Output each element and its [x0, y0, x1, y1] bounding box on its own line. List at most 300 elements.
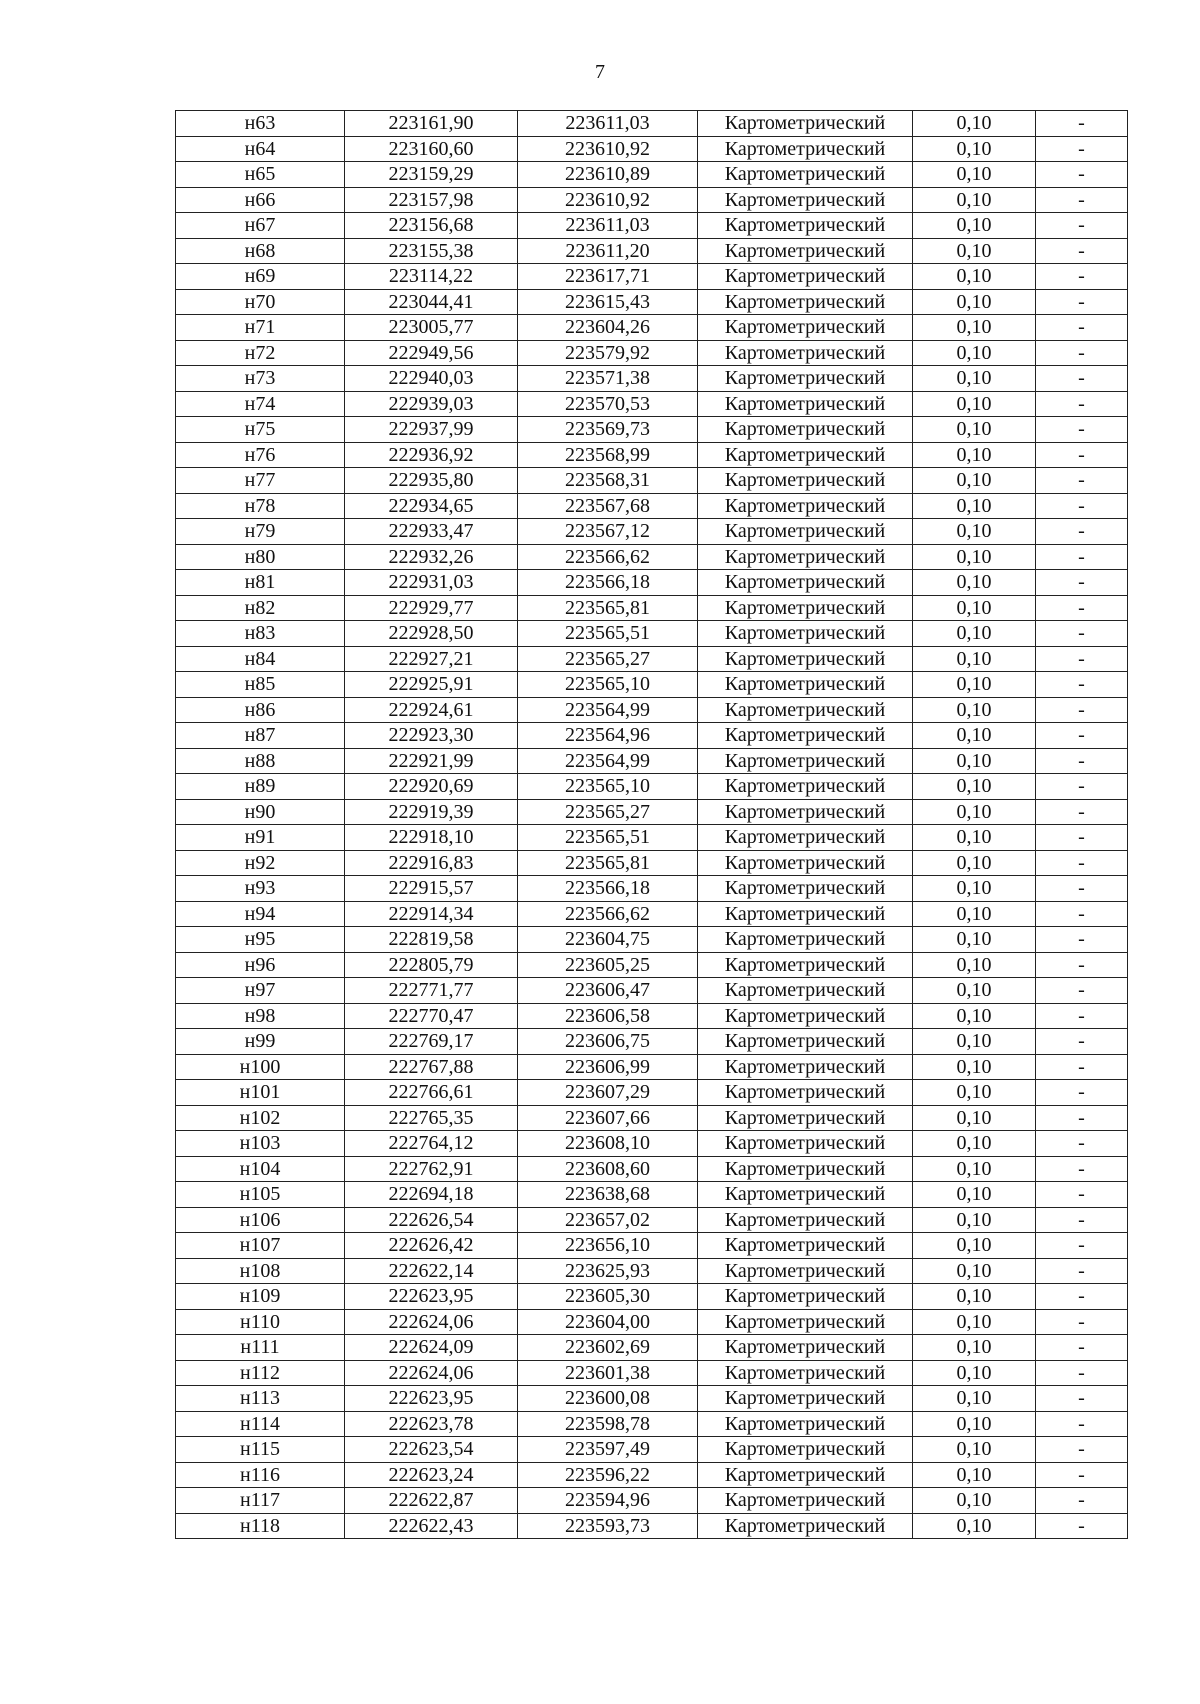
precision-cell: 0,10 [913, 1054, 1036, 1080]
x-coordinate-cell: 223156,68 [345, 213, 518, 239]
method-cell: Картометрический [698, 1080, 913, 1106]
point-id-cell: н78 [176, 493, 345, 519]
y-coordinate-cell: 223606,58 [518, 1003, 698, 1029]
y-coordinate-cell: 223604,00 [518, 1309, 698, 1335]
y-coordinate-cell: 223611,03 [518, 213, 698, 239]
table-row [176, 1131, 1128, 1157]
table-row [176, 1488, 1128, 1514]
point-id-cell: н100 [176, 1054, 345, 1080]
point-id-cell: н76 [176, 442, 345, 468]
method-cell: Картометрический [698, 1488, 913, 1514]
x-coordinate-cell: 222624,09 [345, 1335, 518, 1361]
x-coordinate-cell: 222935,80 [345, 468, 518, 494]
method-cell: Картометрический [698, 1411, 913, 1437]
table-row [176, 1054, 1128, 1080]
table-row [176, 1513, 1128, 1539]
method-cell: Картометрический [698, 162, 913, 188]
note-cell: - [1036, 391, 1128, 417]
y-coordinate-cell: 223565,27 [518, 646, 698, 672]
table-row [176, 213, 1128, 239]
method-cell: Картометрический [698, 952, 913, 978]
point-id-cell: н71 [176, 315, 345, 341]
point-id-cell: н97 [176, 978, 345, 1004]
precision-cell: 0,10 [913, 366, 1036, 392]
note-cell: - [1036, 1131, 1128, 1157]
precision-cell: 0,10 [913, 468, 1036, 494]
precision-cell: 0,10 [913, 442, 1036, 468]
note-cell: - [1036, 1437, 1128, 1463]
x-coordinate-cell: 222624,06 [345, 1360, 518, 1386]
table-row [176, 519, 1128, 545]
method-cell: Картометрический [698, 213, 913, 239]
y-coordinate-cell: 223606,47 [518, 978, 698, 1004]
y-coordinate-cell: 223608,10 [518, 1131, 698, 1157]
x-coordinate-cell: 222919,39 [345, 799, 518, 825]
y-coordinate-cell: 223604,26 [518, 315, 698, 341]
table-row [176, 391, 1128, 417]
x-coordinate-cell: 223044,41 [345, 289, 518, 315]
x-coordinate-cell: 222921,99 [345, 748, 518, 774]
x-coordinate-cell: 222764,12 [345, 1131, 518, 1157]
point-id-cell: н85 [176, 672, 345, 698]
precision-cell: 0,10 [913, 340, 1036, 366]
method-cell: Картометрический [698, 723, 913, 749]
note-cell: - [1036, 111, 1128, 137]
point-id-cell: н77 [176, 468, 345, 494]
x-coordinate-cell: 222931,03 [345, 570, 518, 596]
y-coordinate-cell: 223610,92 [518, 136, 698, 162]
y-coordinate-cell: 223564,96 [518, 723, 698, 749]
x-coordinate-cell: 222626,42 [345, 1233, 518, 1259]
y-coordinate-cell: 223611,20 [518, 238, 698, 264]
note-cell: - [1036, 570, 1128, 596]
point-id-cell: н115 [176, 1437, 345, 1463]
method-cell: Картометрический [698, 1182, 913, 1208]
method-cell: Картометрический [698, 187, 913, 213]
table-row [176, 1360, 1128, 1386]
point-id-cell: н113 [176, 1386, 345, 1412]
x-coordinate-cell: 222940,03 [345, 366, 518, 392]
method-cell: Картометрический [698, 1131, 913, 1157]
precision-cell: 0,10 [913, 1258, 1036, 1284]
method-cell: Картометрический [698, 646, 913, 672]
note-cell: - [1036, 1462, 1128, 1488]
y-coordinate-cell: 223567,68 [518, 493, 698, 519]
y-coordinate-cell: 223615,43 [518, 289, 698, 315]
x-coordinate-cell: 222626,54 [345, 1207, 518, 1233]
method-cell: Картометрический [698, 1258, 913, 1284]
precision-cell: 0,10 [913, 1360, 1036, 1386]
point-id-cell: н70 [176, 289, 345, 315]
y-coordinate-cell: 223566,62 [518, 901, 698, 927]
point-id-cell: н80 [176, 544, 345, 570]
note-cell: - [1036, 519, 1128, 545]
precision-cell: 0,10 [913, 289, 1036, 315]
point-id-cell: н110 [176, 1309, 345, 1335]
table-row [176, 544, 1128, 570]
table-row [176, 442, 1128, 468]
x-coordinate-cell: 222769,17 [345, 1029, 518, 1055]
method-cell: Картометрический [698, 1156, 913, 1182]
note-cell: - [1036, 952, 1128, 978]
y-coordinate-cell: 223566,18 [518, 570, 698, 596]
note-cell: - [1036, 340, 1128, 366]
method-cell: Картометрический [698, 366, 913, 392]
x-coordinate-cell: 222932,26 [345, 544, 518, 570]
x-coordinate-cell: 222624,06 [345, 1309, 518, 1335]
precision-cell: 0,10 [913, 1488, 1036, 1514]
method-cell: Картометрический [698, 1309, 913, 1335]
precision-cell: 0,10 [913, 723, 1036, 749]
table-row [176, 876, 1128, 902]
table-row [176, 162, 1128, 188]
x-coordinate-cell: 222819,58 [345, 927, 518, 953]
coordinates-table-body [176, 111, 1128, 1539]
x-coordinate-cell: 222916,83 [345, 850, 518, 876]
x-coordinate-cell: 222770,47 [345, 1003, 518, 1029]
point-id-cell: н74 [176, 391, 345, 417]
y-coordinate-cell: 223564,99 [518, 697, 698, 723]
point-id-cell: н105 [176, 1182, 345, 1208]
y-coordinate-cell: 223579,92 [518, 340, 698, 366]
table-row [176, 1156, 1128, 1182]
method-cell: Картометрический [698, 493, 913, 519]
precision-cell: 0,10 [913, 927, 1036, 953]
method-cell: Картометрический [698, 289, 913, 315]
x-coordinate-cell: 222933,47 [345, 519, 518, 545]
precision-cell: 0,10 [913, 1284, 1036, 1310]
point-id-cell: н88 [176, 748, 345, 774]
point-id-cell: н109 [176, 1284, 345, 1310]
x-coordinate-cell: 223161,90 [345, 111, 518, 137]
note-cell: - [1036, 289, 1128, 315]
table-row [176, 1258, 1128, 1284]
table-row [176, 901, 1128, 927]
precision-cell: 0,10 [913, 1029, 1036, 1055]
point-id-cell: н69 [176, 264, 345, 290]
method-cell: Картометрический [698, 927, 913, 953]
y-coordinate-cell: 223605,25 [518, 952, 698, 978]
precision-cell: 0,10 [913, 952, 1036, 978]
method-cell: Картометрический [698, 672, 913, 698]
method-cell: Картометрический [698, 1513, 913, 1539]
y-coordinate-cell: 223617,71 [518, 264, 698, 290]
x-coordinate-cell: 222623,78 [345, 1411, 518, 1437]
x-coordinate-cell: 222949,56 [345, 340, 518, 366]
method-cell: Картометрический [698, 442, 913, 468]
precision-cell: 0,10 [913, 850, 1036, 876]
method-cell: Картометрический [698, 1437, 913, 1463]
note-cell: - [1036, 1513, 1128, 1539]
table-row [176, 952, 1128, 978]
table-row [176, 340, 1128, 366]
method-cell: Картометрический [698, 774, 913, 800]
method-cell: Картометрический [698, 1054, 913, 1080]
precision-cell: 0,10 [913, 774, 1036, 800]
method-cell: Картометрический [698, 748, 913, 774]
y-coordinate-cell: 223571,38 [518, 366, 698, 392]
table-row [176, 1029, 1128, 1055]
table-row [176, 1309, 1128, 1335]
point-id-cell: н67 [176, 213, 345, 239]
precision-cell: 0,10 [913, 111, 1036, 137]
y-coordinate-cell: 223600,08 [518, 1386, 698, 1412]
x-coordinate-cell: 223114,22 [345, 264, 518, 290]
y-coordinate-cell: 223565,51 [518, 621, 698, 647]
point-id-cell: н63 [176, 111, 345, 137]
y-coordinate-cell: 223565,27 [518, 799, 698, 825]
table-row [176, 136, 1128, 162]
method-cell: Картометрический [698, 1233, 913, 1259]
y-coordinate-cell: 223568,99 [518, 442, 698, 468]
y-coordinate-cell: 223566,62 [518, 544, 698, 570]
note-cell: - [1036, 1258, 1128, 1284]
x-coordinate-cell: 222936,92 [345, 442, 518, 468]
precision-cell: 0,10 [913, 1156, 1036, 1182]
point-id-cell: н86 [176, 697, 345, 723]
y-coordinate-cell: 223606,75 [518, 1029, 698, 1055]
note-cell: - [1036, 468, 1128, 494]
precision-cell: 0,10 [913, 876, 1036, 902]
table-row [176, 1182, 1128, 1208]
method-cell: Картометрический [698, 111, 913, 137]
y-coordinate-cell: 223566,18 [518, 876, 698, 902]
note-cell: - [1036, 1182, 1128, 1208]
point-id-cell: н94 [176, 901, 345, 927]
precision-cell: 0,10 [913, 519, 1036, 545]
precision-cell: 0,10 [913, 417, 1036, 443]
table-row [176, 927, 1128, 953]
x-coordinate-cell: 223157,98 [345, 187, 518, 213]
point-id-cell: н84 [176, 646, 345, 672]
y-coordinate-cell: 223598,78 [518, 1411, 698, 1437]
point-id-cell: н81 [176, 570, 345, 596]
y-coordinate-cell: 223610,92 [518, 187, 698, 213]
page-number: 7 [595, 61, 605, 83]
note-cell: - [1036, 978, 1128, 1004]
note-cell: - [1036, 442, 1128, 468]
note-cell: - [1036, 1207, 1128, 1233]
note-cell: - [1036, 621, 1128, 647]
note-cell: - [1036, 723, 1128, 749]
y-coordinate-cell: 223569,73 [518, 417, 698, 443]
precision-cell: 0,10 [913, 315, 1036, 341]
note-cell: - [1036, 850, 1128, 876]
x-coordinate-cell: 222623,95 [345, 1386, 518, 1412]
x-coordinate-cell: 222765,35 [345, 1105, 518, 1131]
note-cell: - [1036, 1309, 1128, 1335]
precision-cell: 0,10 [913, 544, 1036, 570]
y-coordinate-cell: 223601,38 [518, 1360, 698, 1386]
table-row [176, 1080, 1128, 1106]
point-id-cell: н96 [176, 952, 345, 978]
method-cell: Картометрический [698, 544, 913, 570]
method-cell: Картометрический [698, 1105, 913, 1131]
precision-cell: 0,10 [913, 570, 1036, 596]
precision-cell: 0,10 [913, 1462, 1036, 1488]
point-id-cell: н66 [176, 187, 345, 213]
y-coordinate-cell: 223605,30 [518, 1284, 698, 1310]
point-id-cell: н112 [176, 1360, 345, 1386]
x-coordinate-cell: 222934,65 [345, 493, 518, 519]
table-row [176, 1233, 1128, 1259]
y-coordinate-cell: 223604,75 [518, 927, 698, 953]
note-cell: - [1036, 672, 1128, 698]
precision-cell: 0,10 [913, 1003, 1036, 1029]
table-row [176, 850, 1128, 876]
table-row [176, 1284, 1128, 1310]
y-coordinate-cell: 223608,60 [518, 1156, 698, 1182]
point-id-cell: н116 [176, 1462, 345, 1488]
x-coordinate-cell: 222771,77 [345, 978, 518, 1004]
point-id-cell: н90 [176, 799, 345, 825]
table-row [176, 595, 1128, 621]
note-cell: - [1036, 595, 1128, 621]
point-id-cell: н107 [176, 1233, 345, 1259]
table-row [176, 1437, 1128, 1463]
method-cell: Картометрический [698, 1360, 913, 1386]
note-cell: - [1036, 1054, 1128, 1080]
y-coordinate-cell: 223611,03 [518, 111, 698, 137]
method-cell: Картометрический [698, 1207, 913, 1233]
note-cell: - [1036, 544, 1128, 570]
x-coordinate-cell: 222939,03 [345, 391, 518, 417]
note-cell: - [1036, 162, 1128, 188]
y-coordinate-cell: 223610,89 [518, 162, 698, 188]
note-cell: - [1036, 1105, 1128, 1131]
table-row [176, 493, 1128, 519]
y-coordinate-cell: 223565,51 [518, 825, 698, 851]
precision-cell: 0,10 [913, 646, 1036, 672]
point-id-cell: н99 [176, 1029, 345, 1055]
x-coordinate-cell: 223159,29 [345, 162, 518, 188]
precision-cell: 0,10 [913, 1080, 1036, 1106]
x-coordinate-cell: 222923,30 [345, 723, 518, 749]
method-cell: Картометрический [698, 1335, 913, 1361]
point-id-cell: н106 [176, 1207, 345, 1233]
x-coordinate-cell: 222924,61 [345, 697, 518, 723]
note-cell: - [1036, 1156, 1128, 1182]
x-coordinate-cell: 222918,10 [345, 825, 518, 851]
y-coordinate-cell: 223602,69 [518, 1335, 698, 1361]
point-id-cell: н83 [176, 621, 345, 647]
x-coordinate-cell: 222694,18 [345, 1182, 518, 1208]
method-cell: Картометрический [698, 1386, 913, 1412]
y-coordinate-cell: 223570,53 [518, 391, 698, 417]
note-cell: - [1036, 1488, 1128, 1514]
x-coordinate-cell: 222927,21 [345, 646, 518, 672]
precision-cell: 0,10 [913, 1309, 1036, 1335]
note-cell: - [1036, 646, 1128, 672]
note-cell: - [1036, 213, 1128, 239]
point-id-cell: н92 [176, 850, 345, 876]
method-cell: Картометрический [698, 825, 913, 851]
x-coordinate-cell: 222928,50 [345, 621, 518, 647]
y-coordinate-cell: 223568,31 [518, 468, 698, 494]
x-coordinate-cell: 222925,91 [345, 672, 518, 698]
note-cell: - [1036, 901, 1128, 927]
note-cell: - [1036, 748, 1128, 774]
note-cell: - [1036, 697, 1128, 723]
table-row [176, 723, 1128, 749]
note-cell: - [1036, 1003, 1128, 1029]
table-row [176, 468, 1128, 494]
precision-cell: 0,10 [913, 136, 1036, 162]
note-cell: - [1036, 774, 1128, 800]
x-coordinate-cell: 223160,60 [345, 136, 518, 162]
note-cell: - [1036, 1233, 1128, 1259]
point-id-cell: н89 [176, 774, 345, 800]
table-row [176, 621, 1128, 647]
y-coordinate-cell: 223565,10 [518, 672, 698, 698]
precision-cell: 0,10 [913, 825, 1036, 851]
y-coordinate-cell: 223607,29 [518, 1080, 698, 1106]
table-row [176, 366, 1128, 392]
x-coordinate-cell: 222622,14 [345, 1258, 518, 1284]
x-coordinate-cell: 222623,54 [345, 1437, 518, 1463]
y-coordinate-cell: 223606,99 [518, 1054, 698, 1080]
point-id-cell: н68 [176, 238, 345, 264]
table-row [176, 1003, 1128, 1029]
x-coordinate-cell: 222623,95 [345, 1284, 518, 1310]
precision-cell: 0,10 [913, 1105, 1036, 1131]
x-coordinate-cell: 222766,61 [345, 1080, 518, 1106]
note-cell: - [1036, 876, 1128, 902]
table-row [176, 748, 1128, 774]
point-id-cell: н98 [176, 1003, 345, 1029]
precision-cell: 0,10 [913, 672, 1036, 698]
method-cell: Картометрический [698, 876, 913, 902]
note-cell: - [1036, 799, 1128, 825]
x-coordinate-cell: 222805,79 [345, 952, 518, 978]
note-cell: - [1036, 136, 1128, 162]
point-id-cell: н111 [176, 1335, 345, 1361]
precision-cell: 0,10 [913, 493, 1036, 519]
note-cell: - [1036, 187, 1128, 213]
y-coordinate-cell: 223656,10 [518, 1233, 698, 1259]
table-row [176, 825, 1128, 851]
note-cell: - [1036, 493, 1128, 519]
note-cell: - [1036, 366, 1128, 392]
y-coordinate-cell: 223565,81 [518, 850, 698, 876]
method-cell: Картометрический [698, 570, 913, 596]
table-row [176, 646, 1128, 672]
table-row [176, 289, 1128, 315]
note-cell: - [1036, 264, 1128, 290]
precision-cell: 0,10 [913, 697, 1036, 723]
table-row [176, 1411, 1128, 1437]
y-coordinate-cell: 223657,02 [518, 1207, 698, 1233]
method-cell: Картометрический [698, 1003, 913, 1029]
point-id-cell: н118 [176, 1513, 345, 1539]
point-id-cell: н108 [176, 1258, 345, 1284]
note-cell: - [1036, 417, 1128, 443]
table-row [176, 672, 1128, 698]
method-cell: Картометрический [698, 901, 913, 927]
y-coordinate-cell: 223567,12 [518, 519, 698, 545]
x-coordinate-cell: 222622,87 [345, 1488, 518, 1514]
note-cell: - [1036, 1080, 1128, 1106]
method-cell: Картометрический [698, 1029, 913, 1055]
table-row [176, 1386, 1128, 1412]
x-coordinate-cell: 222915,57 [345, 876, 518, 902]
point-id-cell: н87 [176, 723, 345, 749]
note-cell: - [1036, 1386, 1128, 1412]
table-row [176, 978, 1128, 1004]
coordinates-table [175, 110, 1128, 1539]
x-coordinate-cell: 222929,77 [345, 595, 518, 621]
precision-cell: 0,10 [913, 1386, 1036, 1412]
